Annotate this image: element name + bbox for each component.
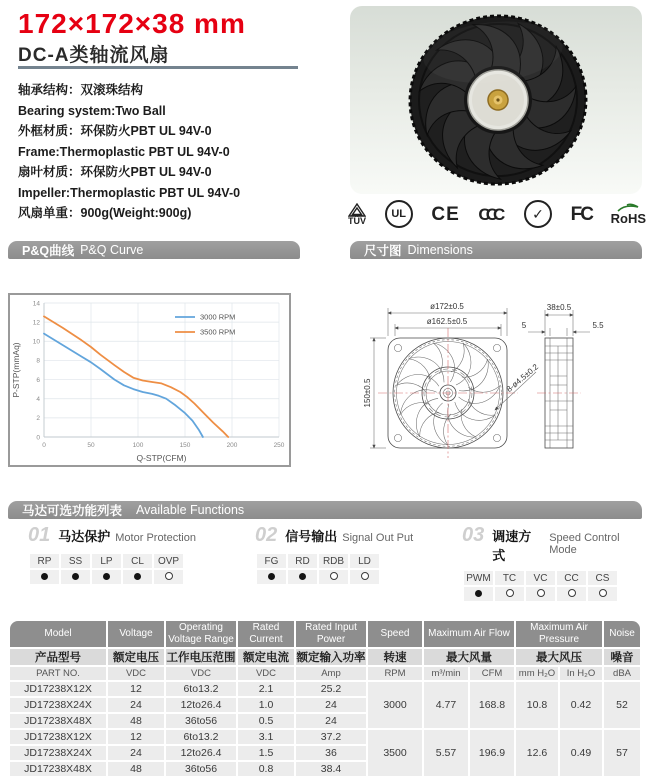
- group-title-zh: 信号输出: [285, 529, 338, 544]
- svg-text:50: 50: [87, 442, 95, 449]
- spec-weight: 风扇单重：900g(Weight:900g): [18, 206, 192, 220]
- dim-height: 150±0.5: [363, 378, 372, 408]
- dimensions-drawing: [340, 288, 650, 488]
- function-availability-dot: [464, 587, 493, 601]
- function-availability-dot: [495, 587, 524, 601]
- svg-text:P-STP(mmAq): P-STP(mmAq): [11, 342, 21, 398]
- spec-cell: 3.1: [238, 730, 294, 744]
- col-header-en: Maximum Air Pressure: [516, 621, 602, 647]
- dim-outer-dia: ø172±0.5: [430, 302, 464, 311]
- ul-icon: UL: [385, 200, 413, 228]
- function-table: [462, 569, 619, 603]
- side-view: [537, 338, 581, 448]
- col-header-en: Operating Voltage Range: [166, 621, 236, 647]
- group-number: 02: [255, 524, 278, 546]
- function-availability-dot: [288, 570, 317, 584]
- tuv-icon: TÜV: [348, 203, 366, 226]
- svg-text:0: 0: [42, 442, 46, 449]
- front-view: [378, 328, 518, 458]
- spec-list: [18, 80, 348, 224]
- function-code-label: OVP: [154, 554, 183, 568]
- col-unit: m³/min: [424, 667, 468, 680]
- spec-cell: 36: [296, 746, 366, 760]
- col-header-en: Speed: [368, 621, 422, 647]
- svg-text:100: 100: [132, 442, 144, 449]
- dot-open-icon: [506, 589, 514, 597]
- svg-text:2: 2: [36, 415, 40, 423]
- group-title-zh: 调速方式: [492, 529, 532, 563]
- function-code-label: LD: [350, 554, 379, 568]
- spec-cell: JD17238X12X: [10, 682, 106, 696]
- function-availability-dot: [557, 587, 586, 601]
- col-header-en: Voltage: [108, 621, 164, 647]
- pq-chart-frame: [8, 293, 291, 467]
- spec-cell: 24: [108, 698, 164, 712]
- function-group-motor-protection: [28, 524, 196, 586]
- col-header-en: Maximum Air Flow: [424, 621, 514, 647]
- spec-cell: JD17238X12X: [10, 730, 106, 744]
- function-availability-dot: [257, 570, 286, 584]
- col-header-zh: 工作电压范围: [166, 649, 236, 665]
- function-availability-dot: [526, 587, 555, 601]
- spec-cell: 12to26.4: [166, 746, 236, 760]
- spec-cell-merged-speed: 3000: [368, 682, 422, 728]
- page-title: 172×172×38 mm: [18, 8, 246, 39]
- dot-filled-icon: [475, 590, 482, 597]
- dot-open-icon: [361, 572, 369, 580]
- col-header-zh: 最大风压: [516, 649, 602, 665]
- spec-cell: 37.2: [296, 730, 366, 744]
- function-code-label: CC: [557, 571, 586, 585]
- function-code-label: RP: [30, 554, 59, 568]
- function-code-label: RD: [288, 554, 317, 568]
- spec-cell-merged-cfm: 196.9: [470, 730, 514, 776]
- dot-open-icon: [330, 572, 338, 580]
- svg-text:3500 RPM: 3500 RPM: [200, 327, 236, 337]
- spec-cell: 36to56: [166, 762, 236, 776]
- spec-cell: JD17238X48X: [10, 714, 106, 728]
- spec-cell: 1.5: [238, 746, 294, 760]
- function-group-speed-control: [462, 524, 650, 603]
- group-number: 03: [462, 524, 485, 546]
- spec-cell: 0.5: [238, 714, 294, 728]
- svg-text:250: 250: [273, 442, 285, 449]
- ce-icon: CE: [431, 203, 460, 225]
- group-title-zh: 马达保护: [58, 529, 111, 544]
- dot-open-icon: [599, 589, 607, 597]
- dim-inner-dia: ø162.5±0.5: [426, 317, 468, 326]
- product-photo: [350, 6, 642, 194]
- col-unit: Amp: [296, 667, 366, 680]
- dot-filled-icon: [72, 573, 79, 580]
- dim-holes: 8-ø4.5±0.2: [504, 362, 541, 394]
- spec-bearing-zh: 轴承结构：双滚珠结构: [18, 83, 144, 97]
- function-code-label: SS: [61, 554, 90, 568]
- pq-chart: [10, 295, 289, 465]
- function-availability-dot: [154, 570, 183, 584]
- svg-text:3000 RPM: 3000 RPM: [200, 312, 236, 322]
- group-title-en: Speed Control Mode: [549, 532, 620, 556]
- function-code-label: CS: [588, 571, 617, 585]
- spec-cell-merged-inh2o: 0.42: [560, 682, 602, 728]
- spec-frame-en: Frame:Thermoplastic PBT UL 94V-0: [18, 144, 230, 159]
- spec-cell: 0.8: [238, 762, 294, 776]
- spec-cell: 2.1: [238, 682, 294, 696]
- spec-cell-merged-inh2o: 0.49: [560, 730, 602, 776]
- col-unit: PART NO.: [10, 667, 106, 680]
- col-header-zh: 最大风量: [424, 649, 514, 665]
- svg-text:150: 150: [179, 442, 191, 449]
- function-availability-dot: [92, 570, 121, 584]
- spec-cell: 6to13.2: [166, 730, 236, 744]
- dot-filled-icon: [299, 573, 306, 580]
- ccc-icon: CCC: [478, 204, 501, 224]
- spec-cell: 24: [296, 714, 366, 728]
- group-number: 01: [28, 524, 51, 546]
- dimensions-svg: [340, 288, 650, 488]
- col-unit: CFM: [470, 667, 514, 680]
- spec-cell: 12: [108, 682, 164, 696]
- function-availability-dot: [588, 587, 617, 601]
- svg-text:Q-STP(CFM): Q-STP(CFM): [136, 453, 187, 463]
- col-header-zh: 额定输入功率: [296, 649, 366, 665]
- col-unit: VDC: [238, 667, 294, 680]
- svg-text:14: 14: [32, 300, 40, 308]
- spec-cell: 38.4: [296, 762, 366, 776]
- svg-text:0: 0: [36, 434, 40, 442]
- col-unit: dBA: [604, 667, 640, 680]
- spec-cell: 24: [108, 746, 164, 760]
- spec-cell: JD17238X48X: [10, 762, 106, 776]
- certification-logos: [348, 197, 646, 231]
- spec-cell-merged-m3min: 5.57: [424, 730, 468, 776]
- dot-filled-icon: [268, 573, 275, 580]
- function-code-label: FG: [257, 554, 286, 568]
- section-header-functions: 马达可选功能列表 Available Functions: [8, 501, 642, 519]
- svg-text:6: 6: [36, 376, 40, 384]
- function-code-label: CL: [123, 554, 152, 568]
- col-unit: VDC: [166, 667, 236, 680]
- fan-image: [376, 8, 616, 192]
- col-unit: VDC: [108, 667, 164, 680]
- table-row: [10, 730, 640, 744]
- spec-cell-merged-dba: 52: [604, 682, 640, 728]
- dot-filled-icon: [41, 573, 48, 580]
- section-header-dimensions: 尺寸图 Dimensions: [350, 241, 642, 259]
- function-table: [255, 552, 381, 586]
- page-subtitle: DC-A类轴流风扇: [18, 45, 170, 66]
- spec-cell: 25.2: [296, 682, 366, 696]
- dot-open-icon: [537, 589, 545, 597]
- dim-right-wall: 5.5: [592, 321, 604, 330]
- svg-text:200: 200: [226, 442, 238, 449]
- function-code-label: RDB: [319, 554, 348, 568]
- function-table: [28, 552, 185, 586]
- spec-cell-merged-dba: 57: [604, 730, 640, 776]
- svg-text:4: 4: [36, 396, 40, 404]
- spec-cell: 6to13.2: [166, 682, 236, 696]
- spec-table-section: [8, 619, 642, 778]
- function-availability-dot: [319, 570, 348, 584]
- col-header-en: Noise: [604, 621, 640, 647]
- spec-bearing-en: Bearing system:Two Ball: [18, 103, 166, 118]
- col-header-en: Rated Input Power: [296, 621, 366, 647]
- front-dimensions: [363, 302, 541, 448]
- spec-impeller-zh: 扇叶材质：环保防火PBT UL 94V-0: [18, 165, 212, 179]
- group-title-en: Signal Out Put: [342, 532, 414, 544]
- side-dimensions: [522, 303, 604, 336]
- function-code-label: LP: [92, 554, 121, 568]
- spec-cell: 12to26.4: [166, 698, 236, 712]
- spec-cell-merged-mmh2o: 10.8: [516, 682, 558, 728]
- spec-cell-merged-cfm: 168.8: [470, 682, 514, 728]
- function-availability-dot: [123, 570, 152, 584]
- col-header-en: Rated Current: [238, 621, 294, 647]
- col-unit: In H₂O: [560, 667, 602, 680]
- function-availability-dot: [350, 570, 379, 584]
- function-code-label: PWM: [464, 571, 493, 585]
- function-group-signal-output: [255, 524, 413, 586]
- spec-cell: 12: [108, 730, 164, 744]
- dot-open-icon: [165, 572, 173, 580]
- spec-frame-zh: 外框材质：环保防火PBT UL 94V-0: [18, 124, 212, 138]
- dot-filled-icon: [103, 573, 110, 580]
- function-code-label: VC: [526, 571, 555, 585]
- spec-cell: 1.0: [238, 698, 294, 712]
- section-header-pq-curve: P&Q曲线 P&Q Curve: [8, 241, 300, 259]
- spec-cell: JD17238X24X: [10, 698, 106, 712]
- spec-cell: 24: [296, 698, 366, 712]
- cqc-icon: ✓: [524, 200, 552, 228]
- title-divider: [18, 66, 298, 69]
- spec-table: [8, 619, 642, 778]
- group-title-en: Motor Protection: [115, 532, 196, 544]
- col-header-zh: 产品型号: [10, 649, 106, 665]
- svg-text:8: 8: [36, 357, 40, 365]
- spec-impeller-en: Impeller:Thermoplastic PBT UL 94V-0: [18, 185, 241, 200]
- spec-cell: 48: [108, 762, 164, 776]
- spec-cell: 48: [108, 714, 164, 728]
- col-header-zh: 额定电压: [108, 649, 164, 665]
- col-header-zh: 额定电流: [238, 649, 294, 665]
- svg-text:12: 12: [32, 319, 40, 327]
- col-header-zh: 噪音: [604, 649, 640, 665]
- dim-left-wall: 5: [521, 321, 527, 330]
- col-unit: mm H₂O: [516, 667, 558, 680]
- col-header-zh: 转速: [368, 649, 422, 665]
- fcc-icon: FC: [570, 203, 592, 225]
- col-header-en: Model: [10, 621, 106, 647]
- spec-cell-merged-mmh2o: 12.6: [516, 730, 558, 776]
- dim-depth: 38±0.5: [546, 303, 572, 312]
- col-unit: RPM: [368, 667, 422, 680]
- spec-cell: 36to56: [166, 714, 236, 728]
- function-availability-dot: [61, 570, 90, 584]
- table-row: [10, 682, 640, 696]
- spec-cell-merged-m3min: 4.77: [424, 682, 468, 728]
- rohs-icon: RoHS: [611, 203, 646, 225]
- spec-cell-merged-speed: 3500: [368, 730, 422, 776]
- svg-text:10: 10: [32, 338, 40, 346]
- dot-open-icon: [568, 589, 576, 597]
- spec-cell: JD17238X24X: [10, 746, 106, 760]
- function-code-label: TC: [495, 571, 524, 585]
- function-availability-dot: [30, 570, 59, 584]
- dot-filled-icon: [134, 573, 141, 580]
